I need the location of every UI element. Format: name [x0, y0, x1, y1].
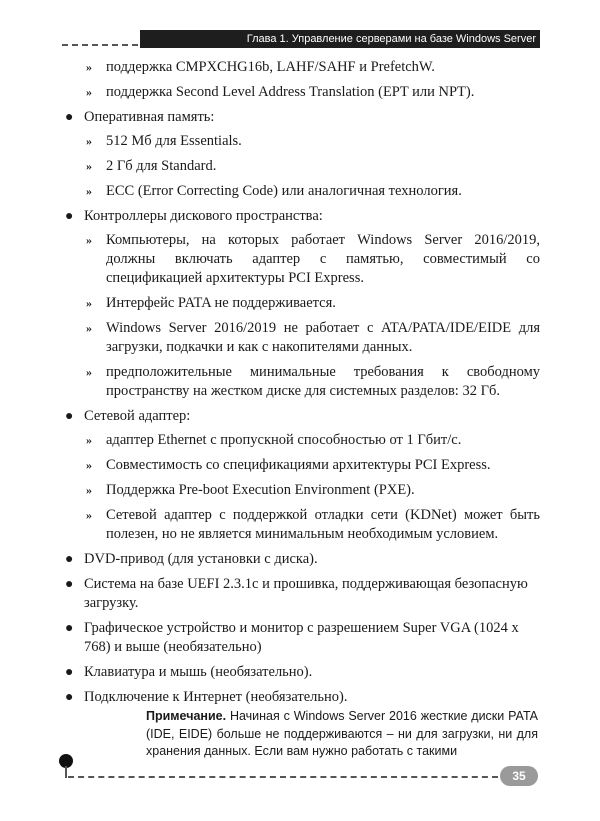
arrow-bullet-icon: »: [86, 321, 92, 335]
storage-item: [62, 207, 540, 401]
note-block: [146, 708, 538, 761]
arrow-bullet-icon: »: [86, 159, 92, 173]
round-bullet-icon: ●: [65, 552, 74, 567]
page-number: 35: [500, 766, 538, 786]
footer-dashed-line: [68, 776, 498, 778]
round-bullet-icon: ●: [65, 409, 74, 424]
list-item: ● Система на базе UEFI 2.3.1c и прошивка, поддерживающая безопасную загрузку.: [65, 576, 528, 611]
cpu-subitems-list: [84, 58, 540, 102]
list-item: » ECC (Error Correcting Code) или аналогичная технология.: [86, 183, 462, 199]
round-bullet-icon: ●: [65, 577, 74, 592]
round-bullet-icon: ●: [65, 621, 74, 636]
list-item: » Windows Server 2016/2019 не работает с ATA/PATA/IDE/EIDE для загрузки, подкачки и как с накопителями данных.: [86, 320, 540, 355]
arrow-bullet-icon: »: [86, 85, 92, 99]
arrow-bullet-icon: »: [86, 433, 92, 447]
list-item: » 512 Мб для Essentials.: [86, 133, 242, 149]
arrow-bullet-icon: »: [86, 60, 92, 74]
arrow-bullet-icon: »: [86, 296, 92, 310]
list-item: ● Графическое устройство и монитор с разрешением Super VGA (1024 x 768) и выше (необязательно): [65, 620, 519, 655]
page-content: [62, 58, 540, 713]
list-item: » Интерфейс PATA не поддерживается.: [86, 295, 336, 311]
round-bullet-icon: ●: [65, 665, 74, 680]
list-item: » Компьютеры, на которых работает Windows Server 2016/2019, должны включать адаптер с памятью, совместимый со спецификацией архитектуры PCI Express.: [86, 232, 540, 286]
header-dashed-line: [62, 44, 138, 46]
arrow-bullet-icon: »: [86, 233, 92, 247]
list-item: » предположительные минимальные требования к свободному пространству на жестком диске для системных разделов: 32 Гб.: [86, 364, 540, 399]
list-item: » адаптер Ethernet с пропускной способностью от 1 Гбит/с.: [86, 432, 462, 448]
requirements-list: [62, 108, 540, 707]
list-item: » поддержка Second Level Address Translation (EPT или NPT).: [86, 84, 475, 100]
list-item: ● Подключение к Интернет (необязательно).: [65, 689, 348, 705]
arrow-bullet-icon: »: [86, 483, 92, 497]
note-label: Примечание.: [146, 709, 227, 723]
list-item: ● Клавиатура и мышь (необязательно).: [65, 664, 313, 680]
arrow-bullet-icon: »: [86, 458, 92, 472]
round-bullet-icon: ●: [65, 690, 74, 705]
memory-label: Оперативная память:: [84, 109, 215, 125]
network-label: Сетевой адаптер:: [84, 408, 191, 424]
chapter-header: Глава 1. Управление серверами на базе Windows Server: [140, 30, 540, 48]
round-bullet-icon: ●: [65, 110, 74, 125]
network-item: [62, 407, 540, 544]
memory-item: [62, 108, 540, 201]
footer-vertical-dash: [65, 766, 67, 778]
list-item: » Поддержка Pre-boot Execution Environment (PXE).: [86, 482, 415, 498]
arrow-bullet-icon: »: [86, 184, 92, 198]
network-sublist: [84, 431, 540, 544]
list-item: » поддержка CMPXCHG16b, LAHF/SAHF и PrefetchW.: [86, 59, 435, 75]
note-text: Начиная с Windows Server 2016 жесткие диски PATA (IDE, EIDE) больше не поддерживаются – ни для загрузки, ни для хранения данных. Если вам нужно работать с такими: [146, 709, 538, 758]
list-item: » 2 Гб для Standard.: [86, 158, 217, 174]
list-item: » Совместимость со спецификациями архитектуры PCI Express.: [86, 457, 491, 473]
list-item: ● DVD-привод (для установки с диска).: [65, 551, 318, 567]
memory-sublist: [84, 132, 540, 201]
arrow-bullet-icon: »: [86, 134, 92, 148]
arrow-bullet-icon: »: [86, 508, 92, 522]
storage-sublist: [84, 231, 540, 401]
arrow-bullet-icon: »: [86, 365, 92, 379]
round-bullet-icon: ●: [65, 209, 74, 224]
storage-label: Контроллеры дискового пространства:: [84, 208, 323, 224]
list-item: » Сетевой адаптер с поддержкой отладки сети (KDNet) может быть полезен, но не является минимальным необходимым условием.: [86, 507, 540, 542]
